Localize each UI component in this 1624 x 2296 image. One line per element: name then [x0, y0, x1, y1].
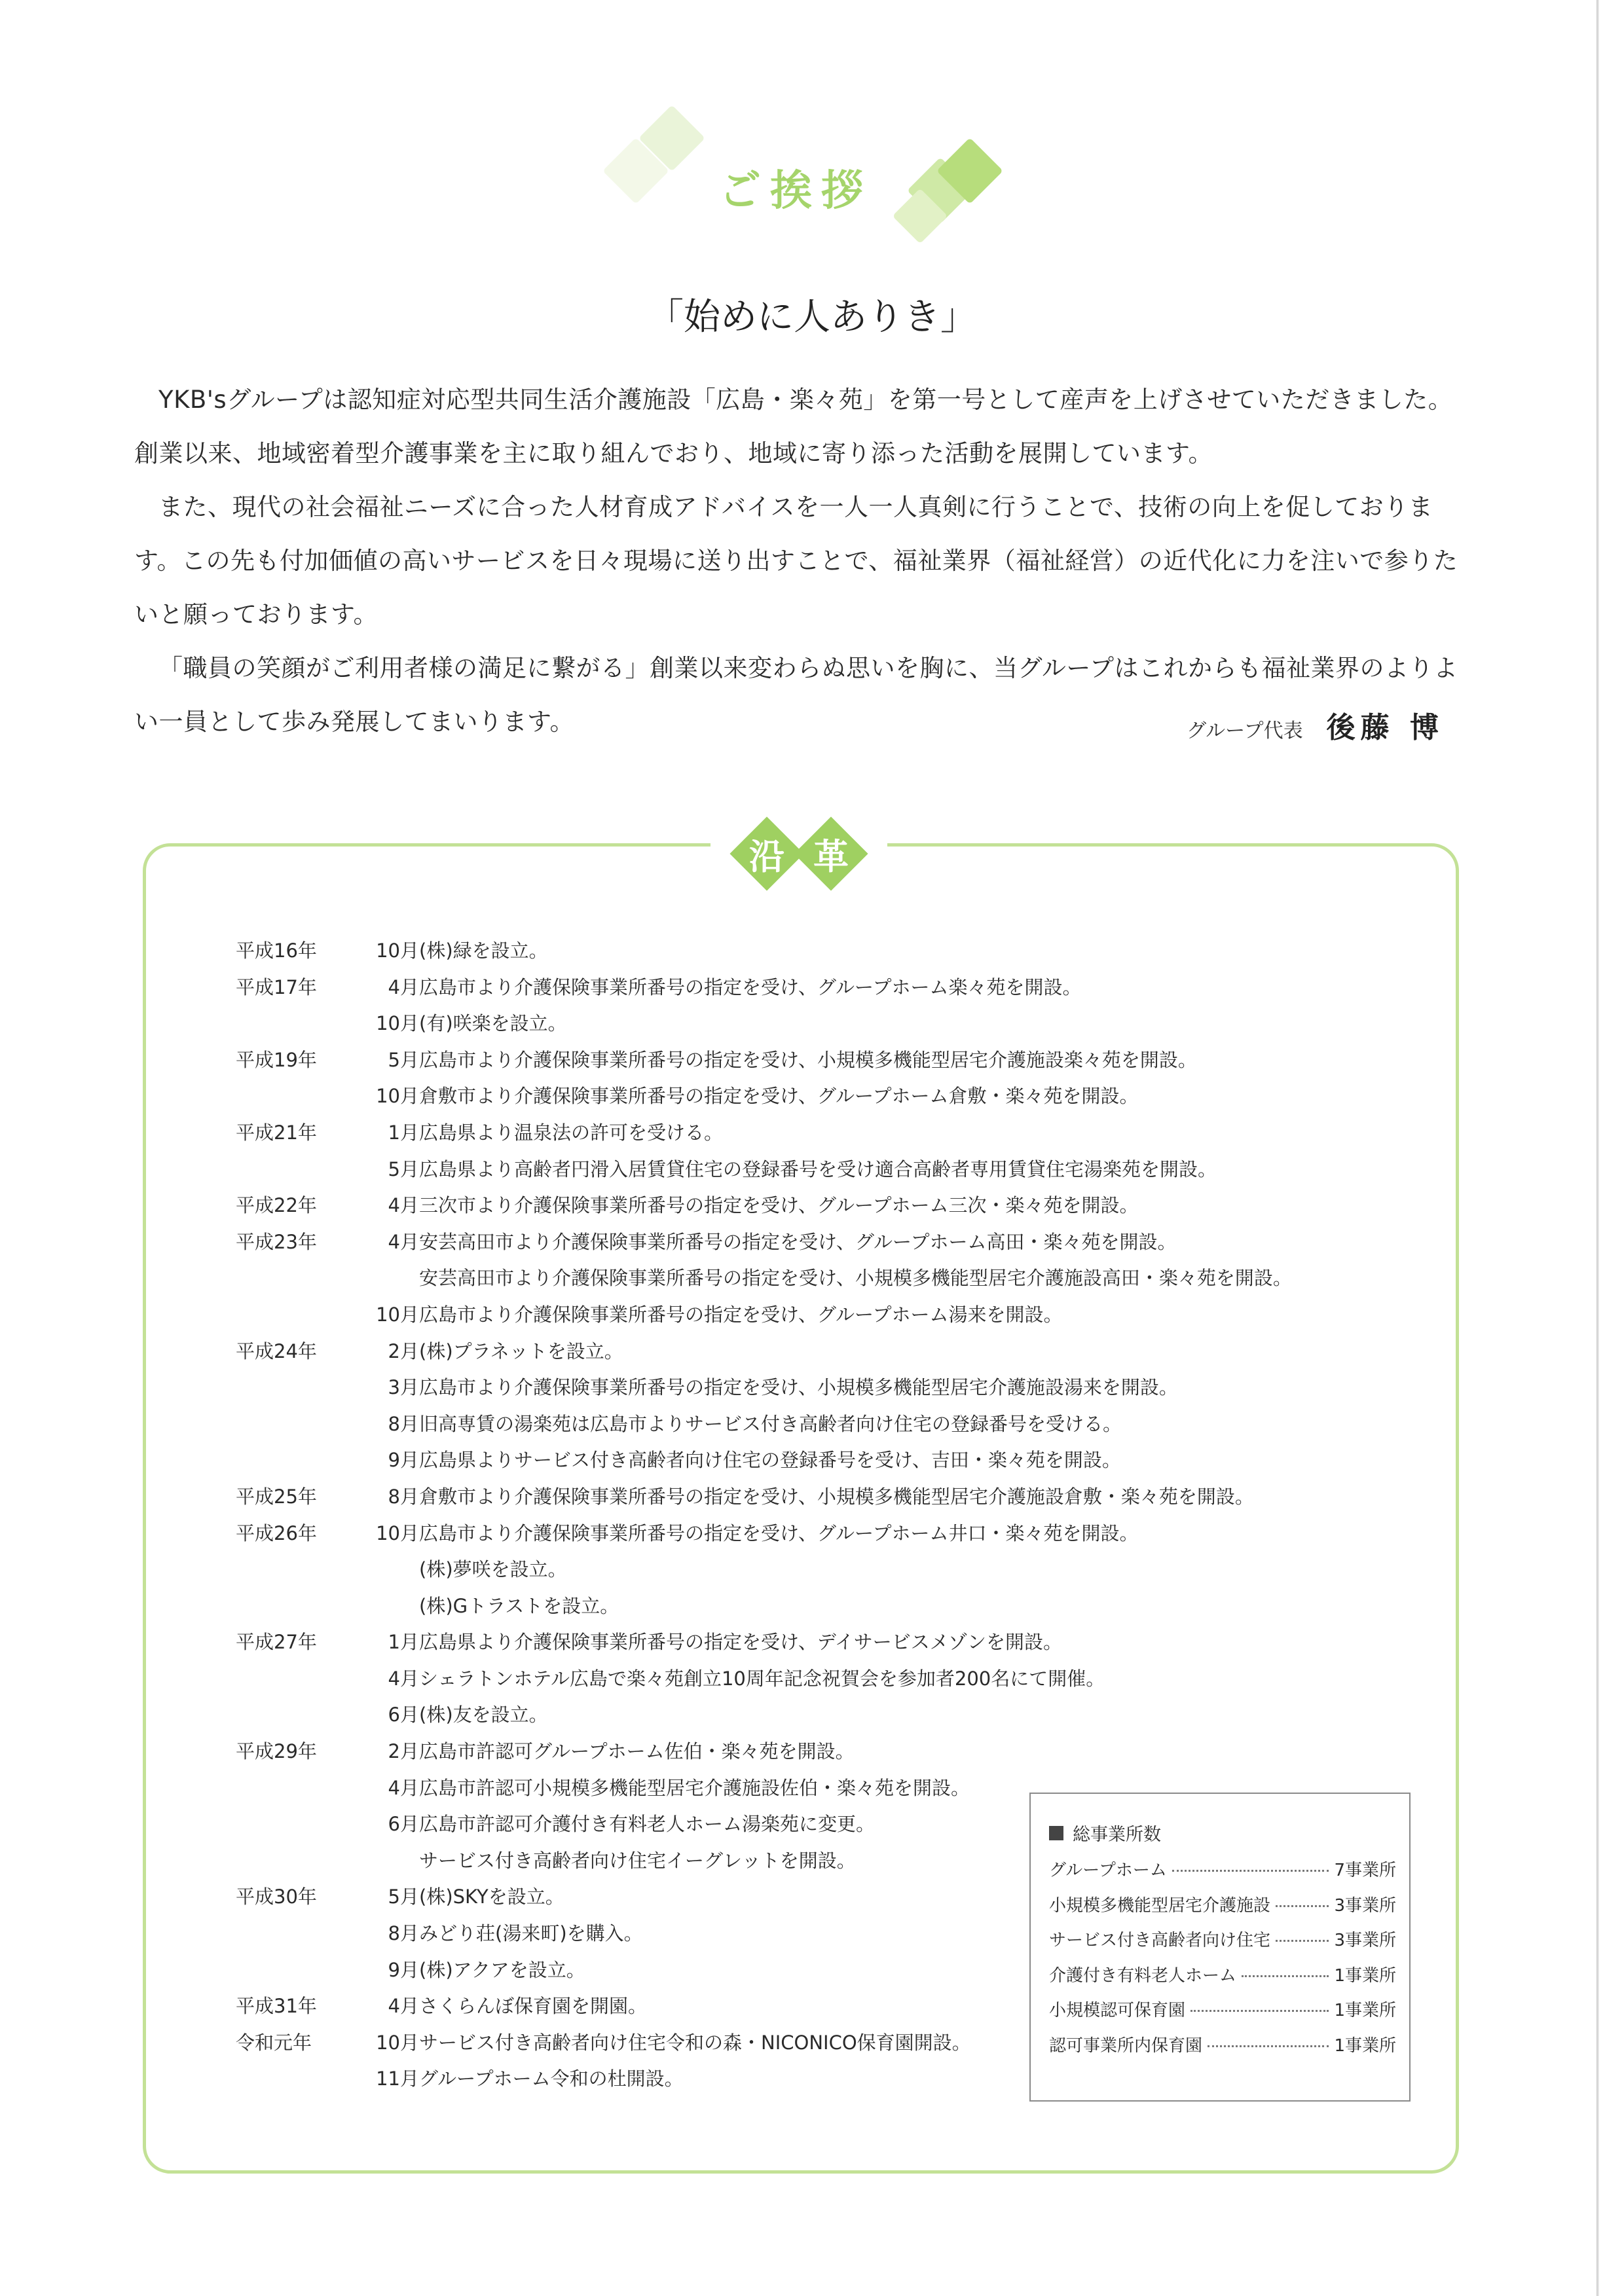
history-year: 令和元年	[236, 2031, 312, 2054]
history-event: (株)Gトラストを設立。	[419, 1594, 619, 1617]
history-year: 平成29年	[236, 1740, 317, 1763]
history-event: みどり荘(湯来町)を購入。	[419, 1922, 643, 1945]
history-event: 安芸高田市より介護保険事業所番号の指定を受け、小規模多機能型居宅介護施設高田・楽々苑を開設。	[419, 1267, 1292, 1290]
history-month: 10月	[376, 1085, 419, 1108]
motto-heading: 「始めに人ありき」	[647, 296, 977, 338]
history-event: (株)緑を設立。	[419, 939, 548, 962]
totals-label: 小規模多機能型居宅介護施設	[1049, 1895, 1271, 1916]
leader-dots	[1172, 1870, 1329, 1872]
history-year: 平成17年	[236, 975, 317, 998]
totals-label: サービス付き高齢者向け住宅	[1049, 1931, 1271, 1951]
history-month: 2月	[388, 1339, 419, 1362]
totals-row	[1049, 1962, 1396, 1997]
history-event: 広島市許認可介護付き有料老人ホーム湯楽苑に変更。	[419, 1813, 876, 1836]
totals-label: 小規模認可保育園	[1049, 2001, 1186, 2021]
totals-list	[1049, 1857, 1396, 2068]
signature	[1187, 704, 1444, 746]
history-month: 4月	[388, 1230, 419, 1253]
history-year: 平成25年	[236, 1485, 317, 1508]
leader-dots	[1242, 1975, 1329, 1977]
history-event: 三次市より介護保険事業所番号の指定を受け、グループホーム三次・楽々苑を開設。	[419, 1194, 1139, 1217]
history-title-badge	[730, 817, 803, 890]
history-year: 平成26年	[236, 1522, 317, 1544]
history-event: 広島市より介護保険事業所番号の指定を受け、グループホーム楽々苑を開設。	[419, 975, 1082, 998]
leader-dots	[1208, 2045, 1329, 2047]
history-month: 10月	[376, 1012, 419, 1035]
totals-count: 1事業所	[1334, 1965, 1396, 1986]
totals-row	[1049, 1857, 1396, 1892]
history-event: (株)プラネットを設立。	[419, 1339, 623, 1362]
history-event: さくらんぼ保育園を開園。	[419, 1995, 648, 2018]
leader-dots	[1276, 1940, 1329, 1942]
history-year: 平成31年	[236, 1995, 317, 2018]
totals-row	[1049, 2032, 1396, 2068]
history-month: 9月	[388, 1449, 419, 1472]
totals-count: 1事業所	[1334, 2001, 1396, 2021]
history-month: 4月	[388, 1776, 419, 1799]
history-event: (株)アクアを設立。	[419, 1958, 585, 1981]
history-month: 6月	[388, 1704, 419, 1726]
greeting-header	[0, 0, 1624, 262]
history-event: 広島県より介護保険事業所番号の指定を受け、デイサービスメゾンを開設。	[419, 1631, 1062, 1654]
greeting-paragraph: 「職員の笑顔がご利用者様の満足に繋がる」創業以来変わらぬ思いを胸に、当グループはこれからも福祉業界のよりよい一員として歩み発展してまいります。	[134, 654, 1458, 736]
history-month: 5月	[388, 1886, 419, 1908]
history-event: (株)SKYを設立。	[419, 1886, 564, 1908]
history-year: 平成16年	[236, 939, 317, 962]
history-title-char: 沿	[749, 835, 784, 877]
totals-label: グループホーム	[1049, 1861, 1167, 1880]
history-year: 平成24年	[236, 1339, 317, 1362]
history-month: 1月	[388, 1121, 419, 1144]
totals-count: 1事業所	[1334, 2035, 1396, 2056]
history-event: 安芸高田市より介護保険事業所番号の指定を受け、グループホーム高田・楽々苑を開設。	[419, 1230, 1177, 1253]
history-month: 4月	[388, 1194, 419, 1217]
totals-label: 認可事業所内保育園	[1049, 2035, 1203, 2056]
history-month: 4月	[388, 1995, 419, 2018]
history-month: 4月	[388, 1667, 419, 1690]
greeting-title: ご挨拶	[719, 167, 872, 215]
history-month: 6月	[388, 1813, 419, 1836]
history-year: 平成21年	[236, 1121, 317, 1144]
history-month: 1月	[388, 1631, 419, 1654]
history-event: サービス付き高齢者向け住宅イーグレットを開設。	[419, 1849, 856, 1872]
history-event: 広島市より介護保険事業所番号の指定を受け、小規模多機能型居宅介護施設楽々苑を開設。	[419, 1048, 1197, 1071]
square-bullet-icon	[1049, 1826, 1063, 1840]
history-event: 広島市より介護保険事業所番号の指定を受け、グループホーム井口・楽々苑を開設。	[419, 1522, 1139, 1544]
history-event: (株)夢咲を設立。	[419, 1558, 567, 1581]
totals-row	[1049, 1997, 1396, 2032]
totals-count: 3事業所	[1334, 1931, 1396, 1951]
history-year: 平成23年	[236, 1230, 317, 1253]
totals-row	[1049, 1927, 1396, 1962]
history-month: 8月	[388, 1412, 419, 1435]
history-month: 8月	[388, 1922, 419, 1945]
history-year: 平成22年	[236, 1194, 317, 1217]
history-event: 広島県よりサービス付き高齢者向け住宅の登録番号を受け、吉田・楽々苑を開設。	[419, 1449, 1121, 1472]
history-event: 倉敷市より介護保険事業所番号の指定を受け、小規模多機能型居宅介護施設倉敷・楽々苑を開設。	[419, 1485, 1254, 1508]
history-event: 広島市許認可小規模多機能型居宅介護施設佐伯・楽々苑を開設。	[419, 1776, 970, 1799]
history-event: 広島市より介護保険事業所番号の指定を受け、グループホーム湯来を開設。	[419, 1303, 1063, 1326]
history-year: 平成19年	[236, 1048, 317, 1071]
history-month: 5月	[388, 1048, 419, 1071]
signature-role: グループ代表	[1187, 720, 1303, 742]
history-title-badge	[794, 817, 868, 890]
history-month: 4月	[388, 975, 419, 998]
history-event: (株)友を設立。	[419, 1704, 548, 1726]
history-month: 11月	[376, 2068, 419, 2090]
history-event: 広島市許認可グループホーム佐伯・楽々苑を開設。	[419, 1740, 855, 1763]
leader-dots	[1276, 1905, 1329, 1907]
totals-box	[1029, 1793, 1411, 2102]
history-event: シェラトンホテル広島で楽々苑創立10周年記念祝賀会を参加者200名にて開催。	[419, 1667, 1105, 1690]
totals-row	[1049, 1892, 1396, 1927]
totals-count: 7事業所	[1334, 1861, 1396, 1880]
leader-dots	[1190, 2010, 1329, 2012]
history-month: 10月	[376, 1522, 419, 1544]
history-month: 10月	[376, 2031, 419, 2054]
history-event: 広島県より温泉法の許可を受ける。	[419, 1121, 724, 1144]
history-event: 旧高専賃の湯楽苑は広島市よりサービス付き高齢者向け住宅の登録番号を受ける。	[419, 1412, 1122, 1435]
history-event: 広島県より高齢者円滑入居賃貸住宅の登録番号を受け適合高齢者専用賃貸住宅湯楽苑を開設。	[419, 1157, 1217, 1180]
history-event: サービス付き高齢者向け住宅令和の森・NICONICO保育園開設。	[419, 2031, 971, 2054]
history-year: 平成30年	[236, 1886, 317, 1908]
greeting-paragraph: YKB'sグループは認知症対応型共同生活介護施設「広島・楽々苑」を第一号として産声を上げさせていただきました。創業以来、地域密着型介護事業を主に取り組んでおり、地域に寄り添った活動を展開しています。	[134, 386, 1453, 467]
totals-label: 介護付き有料老人ホーム	[1049, 1965, 1237, 1986]
history-month: 2月	[388, 1740, 419, 1763]
history-title-char: 革	[813, 835, 849, 877]
history-year: 平成27年	[236, 1631, 317, 1654]
history-month: 10月	[376, 939, 419, 962]
history-event: 倉敷市より介護保険事業所番号の指定を受け、グループホーム倉敷・楽々苑を開設。	[419, 1085, 1139, 1108]
greeting-body	[134, 373, 1477, 749]
history-month: 5月	[388, 1157, 419, 1180]
totals-count: 3事業所	[1334, 1895, 1396, 1916]
history-month: 10月	[376, 1303, 419, 1326]
totals-title-text: 総事業所数	[1073, 1825, 1161, 1845]
greeting-paragraph: また、現代の社会福祉ニーズに合った人材育成アドバイスを一人一人真剣に行うことで、技術の向上を促しております。この先も付加価値の高いサービスを日々現場に送り出すことで、福祉業界（福祉経営）の近代化に力を注いで参りたいと願っております。	[134, 493, 1458, 629]
history-event: 広島市より介護保険事業所番号の指定を受け、小規模多機能型居宅介護施設湯来を開設。	[419, 1376, 1178, 1399]
scan-edge	[1596, 0, 1599, 2296]
history-event: (有)咲楽を設立。	[419, 1012, 567, 1035]
history-month: 9月	[388, 1958, 419, 1981]
signature-name: 後藤 博	[1326, 711, 1444, 744]
history-month: 8月	[388, 1485, 419, 1508]
history-event: グループホーム令和の杜開設。	[419, 2068, 684, 2090]
history-month: 3月	[388, 1376, 419, 1399]
totals-title	[1049, 1820, 1161, 1846]
